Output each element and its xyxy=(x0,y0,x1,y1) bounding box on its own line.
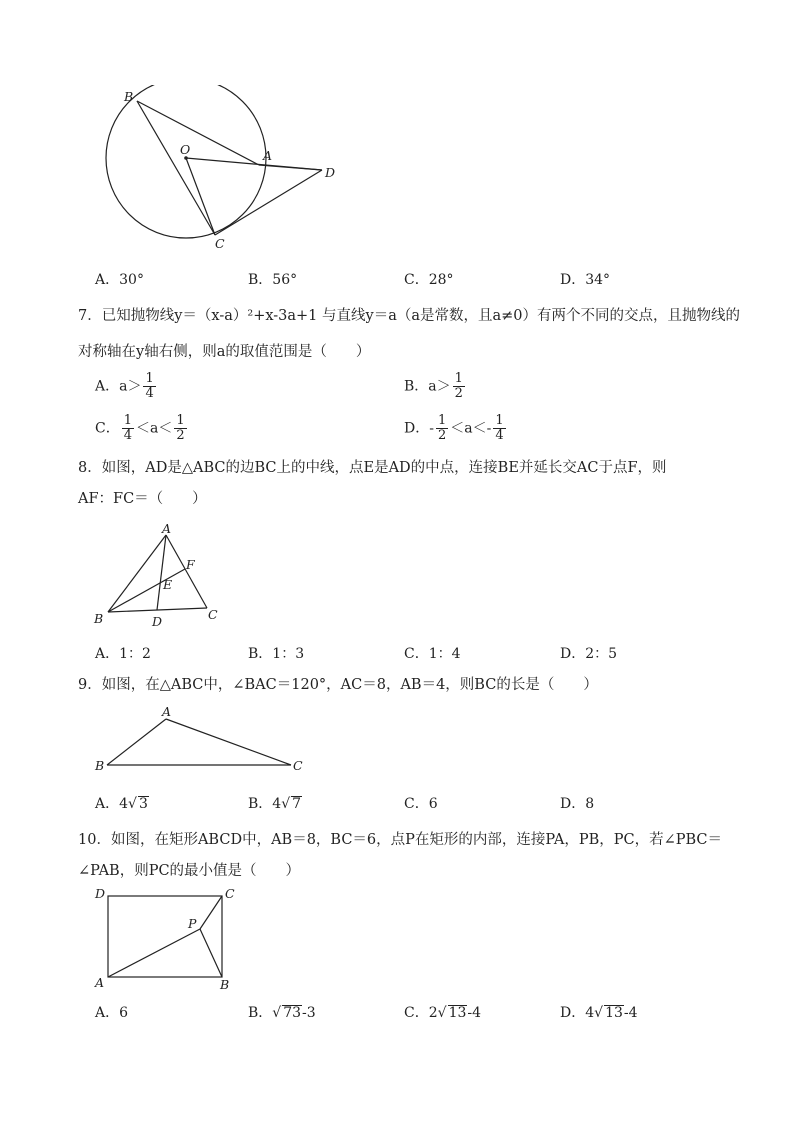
q10-stem-line2: ∠PAB，则PC的最小值是（ ） xyxy=(78,863,301,879)
q10-rectangle-figure xyxy=(88,880,248,992)
q6-option-d[interactable]: D．34° xyxy=(560,272,611,288)
q6-label-o: O xyxy=(180,142,191,157)
q8-stem-line1: 8．如图，AD是△ABC的边BC上的中线，点E是AD的中点，连接BE并延长交AC于点F，则 xyxy=(78,460,667,476)
q7-stem-line2: 对称轴在y轴右侧，则a的取值范围是（ ） xyxy=(78,344,371,360)
q10-label-b: B xyxy=(220,977,230,992)
q9-triangle-figure xyxy=(90,700,310,780)
q6-option-b[interactable]: B．56° xyxy=(248,272,298,288)
q9-option-c[interactable]: C．6 xyxy=(404,796,438,812)
q10-label-p: P xyxy=(188,916,197,931)
q8-label-b: B xyxy=(94,611,104,626)
q6-label-c: C xyxy=(215,236,225,251)
q6-option-a[interactable]: A．30° xyxy=(95,272,144,288)
q8-option-d[interactable]: D．2：5 xyxy=(560,646,618,662)
q8-option-b[interactable]: B．1：3 xyxy=(248,646,305,662)
q9-option-a[interactable]: A．4√ 3 xyxy=(95,796,148,812)
q7-option-a[interactable]: A．a＞ $\frac{1}{4}$ xyxy=(95,371,154,401)
q6-label-a: A xyxy=(263,148,273,163)
q9-option-d[interactable]: D．8 xyxy=(560,796,595,812)
q9-stem-line1: 9．如图，在△ABC中，∠BAC＝120°，AC＝8，AB＝4，则BC的长是（ ） xyxy=(78,677,598,693)
q6-label-d: D xyxy=(325,165,336,180)
q10-option-c[interactable]: C．2√ 13-4 xyxy=(404,1005,482,1021)
q9-label-c: C xyxy=(293,758,303,773)
q8-label-e: E xyxy=(163,577,173,592)
q7-stem-line1: 7．已知抛物线y＝（x-a）²+x-3a+1 与直线y＝a（a是常数，且a≠0）有两个不同的交点，且抛物线的 xyxy=(78,308,741,324)
q10-option-b[interactable]: B．√ 73-3 xyxy=(248,1005,316,1021)
q10-option-d[interactable]: D．4√ 13-4 xyxy=(560,1005,638,1021)
q8-label-a: A xyxy=(162,521,172,536)
q10-option-a[interactable]: A．6 xyxy=(95,1005,129,1021)
q8-triangle-figure xyxy=(88,518,228,630)
q7-option-b[interactable]: B．a＞ $\frac{1}{2}$ xyxy=(404,371,463,401)
q10-stem-line1: 10．如图，在矩形ABCD中，AB＝8，BC＝6，点P在矩形的内部，连接PA，PB，PC，若∠PBC＝ xyxy=(78,832,723,848)
q7-option-c[interactable]: C． $\frac{1}{4}$ ＜a＜ $\frac{1}{2}$ xyxy=(95,413,185,443)
q8-label-f: F xyxy=(186,557,195,572)
q10-label-a: A xyxy=(95,975,105,990)
q8-option-c[interactable]: C．1：4 xyxy=(404,646,461,662)
q8-label-d: D xyxy=(152,614,163,629)
q10-label-d: D xyxy=(95,886,106,901)
q6-option-c[interactable]: C．28° xyxy=(404,272,454,288)
q9-label-a: A xyxy=(162,704,172,719)
q8-stem-line2: AF：FC＝（ ） xyxy=(78,491,207,507)
q7-option-d[interactable]: D．- $\frac{1}{2}$ ＜a＜- $\frac{1}{4}$ xyxy=(404,413,504,443)
q8-option-a[interactable]: A．1：2 xyxy=(95,646,151,662)
q9-option-b[interactable]: B．4√ 7 xyxy=(248,796,302,812)
q9-label-b: B xyxy=(95,758,105,773)
q10-label-c: C xyxy=(225,886,235,901)
q6-circle-figure xyxy=(95,85,355,255)
q8-label-c: C xyxy=(208,607,218,622)
q6-label-b: B xyxy=(124,89,134,104)
